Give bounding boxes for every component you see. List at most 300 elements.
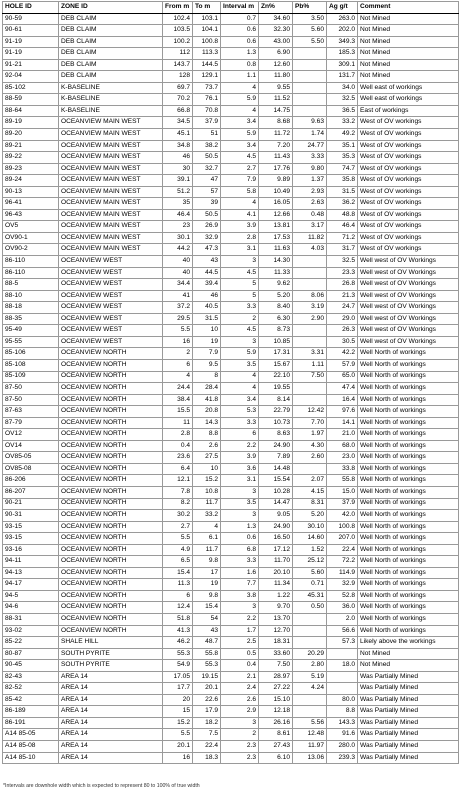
from-m-cell: 100.2 [163,36,193,48]
zone-id-cell: OCEANVIEW NORTH [59,475,163,487]
from-m-cell: 34.5 [163,117,193,129]
from-m-cell: 0.4 [163,440,193,452]
table-row [3,544,459,556]
from-m-cell: 15.5 [163,406,193,418]
interval-m-cell: 3 [221,336,259,348]
pb-cell: 2.90 [293,313,327,325]
ag-cell: 72.2 [327,556,358,568]
zone-id-cell: OCEANVIEW NORTH [59,579,163,591]
pb-cell: 9.80 [293,163,327,175]
from-m-cell: 39.1 [163,175,193,187]
ag-cell: 31.5 [327,186,358,198]
zn-cell: 9.70 [259,602,293,614]
zn-cell: 15.54 [259,475,293,487]
comment-cell: Not Mined [358,25,459,37]
zn-cell: 11.70 [259,556,293,568]
ag-cell [327,683,358,695]
hole-id-cell: 89-21 [3,140,59,152]
ag-cell [327,648,358,660]
zn-cell: 12.60 [259,59,293,71]
zn-cell: 11.33 [259,267,293,279]
from-m-cell: 102.4 [163,13,193,25]
zone-id-cell: OCEANVIEW MAIN WEST [59,140,163,152]
zone-id-cell: OCEANVIEW MAIN WEST [59,129,163,141]
table-row [3,510,459,522]
zone-id-cell: OCEANVIEW NORTH [59,590,163,602]
interval-m-cell: 5.9 [221,94,259,106]
zn-cell: 17.53 [259,232,293,244]
from-m-cell: 6.4 [163,463,193,475]
from-m-cell: 5.5 [163,533,193,545]
zn-cell: 20.10 [259,567,293,579]
comment-cell: West of OV workings [358,186,459,198]
zn-cell: 8.40 [259,302,293,314]
zn-cell: 16.50 [259,533,293,545]
interval-m-cell: 5 [221,290,259,302]
ag-cell: 49.2 [327,129,358,141]
from-m-cell: 11.3 [163,579,193,591]
comment-cell: Well North of workings [358,533,459,545]
hole-id-cell: OV90-1 [3,232,59,244]
hole-id-cell: 88-59 [3,94,59,106]
hole-id-cell: 93-16 [3,544,59,556]
hole-id-cell: 93-15 [3,521,59,533]
zn-cell: 6.10 [259,752,293,764]
interval-m-cell: 7.7 [221,579,259,591]
to-m-cell: 19.15 [193,671,221,683]
from-m-cell: 55.3 [163,648,193,660]
zone-id-cell: OCEANVIEW NORTH [59,348,163,360]
ag-cell: 263.0 [327,13,358,25]
ag-cell: 202.0 [327,25,358,37]
table-row [3,117,459,129]
to-m-cell: 47 [193,175,221,187]
pb-cell: 4.15 [293,486,327,498]
from-m-cell: 6 [163,590,193,602]
table-row [3,406,459,418]
interval-m-cell: 4 [221,371,259,383]
ag-cell: 207.0 [327,533,358,545]
table-row [3,129,459,141]
to-m-cell: 43 [193,625,221,637]
to-m-cell: 55.3 [193,660,221,672]
table-row [3,475,459,487]
interval-m-cell: 3.3 [221,417,259,429]
comment-cell: Well North of workings [358,613,459,625]
table-row [3,25,459,37]
hole-id-cell: A14 85-10 [3,752,59,764]
ag-cell: 47.4 [327,383,358,395]
zn-cell: 15.67 [259,359,293,371]
zone-id-cell: AREA 14 [59,694,163,706]
zone-id-cell: OCEANVIEW WEST [59,313,163,325]
comment-cell: Well west of OV Workings [358,279,459,291]
zn-cell: 10.49 [259,186,293,198]
pb-cell [293,59,327,71]
zone-id-cell: OCEANVIEW NORTH [59,359,163,371]
comment-cell: Was Partially Mined [358,694,459,706]
from-m-cell: 8.2 [163,498,193,510]
from-m-cell: 38.4 [163,394,193,406]
zn-cell: 10.28 [259,486,293,498]
pb-cell: 1.97 [293,429,327,441]
table-row [3,279,459,291]
pb-cell: 11.82 [293,232,327,244]
hole-id-cell: 85-22 [3,637,59,649]
from-m-cell: 44.2 [163,244,193,256]
interval-m-cell: 2.2 [221,440,259,452]
interval-m-cell: 3 [221,256,259,268]
ag-cell: 309.1 [327,59,358,71]
zn-cell: 11.63 [259,244,293,256]
pb-cell [293,394,327,406]
pb-cell: 0.48 [293,209,327,221]
comment-cell: Well North of workings [358,625,459,637]
hole-id-cell: 89-20 [3,129,59,141]
interval-m-header: Interval m [221,2,259,14]
ag-cell: 26.3 [327,325,358,337]
interval-m-cell: 2.9 [221,706,259,718]
from-m-cell: 17.7 [163,683,193,695]
hole-id-cell: OV12 [3,429,59,441]
zone-id-cell: K-BASELINE [59,105,163,117]
hole-id-cell: 89-24 [3,175,59,187]
interval-m-cell: 5.3 [221,406,259,418]
pb-cell [293,694,327,706]
ag-cell: 65.0 [327,371,358,383]
to-m-cell: 15.2 [193,475,221,487]
interval-m-cell: 2.5 [221,637,259,649]
interval-m-cell: 5.9 [221,129,259,141]
pb-cell: 3.19 [293,302,327,314]
pb-cell [293,613,327,625]
comment-cell: Not Mined [358,36,459,48]
ag-cell: 36.5 [327,105,358,117]
zn-cell: 11.80 [259,71,293,83]
from-m-cell: 24.4 [163,383,193,395]
zn-cell: 22.79 [259,406,293,418]
zn-cell: 10.85 [259,336,293,348]
zone-id-cell: DEB CLAIM [59,71,163,83]
to-m-cell: 11.7 [193,544,221,556]
zn-cell: 14.47 [259,498,293,510]
drill-results-table [2,1,459,764]
pb-cell: 7.50 [293,371,327,383]
table-row [3,498,459,510]
to-m-cell: 144.5 [193,59,221,71]
comment-cell: Likely above the workings [358,637,459,649]
zone-id-cell: OCEANVIEW NORTH [59,394,163,406]
zn-cell: 8.63 [259,429,293,441]
interval-m-cell: 0.8 [221,59,259,71]
from-m-cell: 51.2 [163,186,193,198]
from-m-cell: 46.2 [163,637,193,649]
to-m-cell: 17.9 [193,706,221,718]
from-m-cell: 2 [163,348,193,360]
interval-m-cell: 0.7 [221,13,259,25]
pb-cell: 5.20 [293,510,327,522]
hole-id-cell: 94-13 [3,567,59,579]
zn-cell: 9.55 [259,82,293,94]
ag-cell: 239.3 [327,752,358,764]
from-m-cell: 2.7 [163,521,193,533]
pb-cell: 3.50 [293,13,327,25]
pb-cell [293,71,327,83]
to-m-cell: 113.3 [193,48,221,60]
comment-cell: Well North of workings [358,510,459,522]
ag-cell: 24.7 [327,302,358,314]
zn-cell: 18.31 [259,637,293,649]
to-m-cell: 9.8 [193,556,221,568]
table-row [3,741,459,753]
from-m-cell: 11 [163,417,193,429]
header-row [3,2,459,14]
table-row [3,440,459,452]
to-m-cell: 104.1 [193,25,221,37]
pb-cell: 2.63 [293,198,327,210]
comment-cell: Well North of workings [358,348,459,360]
hole-id-cell: 82-43 [3,671,59,683]
hole-id-cell: 82-52 [3,683,59,695]
hole-id-cell: 86-189 [3,706,59,718]
zone-id-cell: OCEANVIEW WEST [59,325,163,337]
ag-cell: 21.3 [327,290,358,302]
table-row [3,694,459,706]
interval-m-cell: 4.5 [221,267,259,279]
zone-id-cell: OCEANVIEW MAIN WEST [59,186,163,198]
zn-cell: 8.61 [259,729,293,741]
zone-id-cell: DEB CLAIM [59,36,163,48]
pb-cell: 45.31 [293,590,327,602]
zone-id-cell: AREA 14 [59,671,163,683]
from-m-cell: 6 [163,359,193,371]
hole-id-cell: 88-5 [3,279,59,291]
table-row [3,613,459,625]
comment-cell: Well North of workings [358,406,459,418]
zone-id-cell: DEB CLAIM [59,25,163,37]
zone-id-cell: OCEANVIEW NORTH [59,533,163,545]
comment-cell: Was Partially Mined [358,752,459,764]
zone-id-cell: K-BASELINE [59,82,163,94]
table-row [3,325,459,337]
comment-cell: Well east of workings [358,82,459,94]
pb-cell: 0.71 [293,579,327,591]
from-m-cell: 30 [163,163,193,175]
zone-id-cell: OCEANVIEW WEST [59,302,163,314]
from-m-cell: 66.8 [163,105,193,117]
interval-m-cell: 3.3 [221,556,259,568]
zn-cell: 7.20 [259,140,293,152]
zone-id-cell: OCEANVIEW MAIN WEST [59,232,163,244]
comment-cell: Not Mined [358,660,459,672]
to-m-cell: 50.5 [193,209,221,221]
from-m-cell: 20.1 [163,741,193,753]
ag-cell: 46.4 [327,221,358,233]
table-row [3,152,459,164]
zone-id-header: ZONE ID [59,2,163,14]
zn-cell: 14.30 [259,256,293,268]
pb-cell: 2.93 [293,186,327,198]
comment-cell: Well west of OV Workings [358,290,459,302]
table-row [3,48,459,60]
to-m-cell: 54 [193,613,221,625]
interval-m-cell: 1.3 [221,48,259,60]
table-row [3,567,459,579]
pb-cell [293,336,327,348]
hole-id-cell: 88-10 [3,290,59,302]
hole-id-cell: 96-41 [3,198,59,210]
hole-id-cell: 86-191 [3,717,59,729]
zn-cell: 9.62 [259,279,293,291]
ag-cell: 48.8 [327,209,358,221]
ag-cell: 280.0 [327,741,358,753]
interval-m-cell: 6.8 [221,544,259,556]
table-row [3,602,459,614]
pb-cell: 4.24 [293,683,327,695]
pb-cell: 3.17 [293,221,327,233]
hole-id-cell: 89-23 [3,163,59,175]
comment-cell: West of OV workings [358,129,459,141]
comment-cell: Not Mined [358,71,459,83]
ag-cell: 36.0 [327,602,358,614]
ag-cell: 57.3 [327,637,358,649]
hole-id-cell: 87-50 [3,394,59,406]
interval-m-cell: 0.5 [221,648,259,660]
table-row [3,313,459,325]
ag-cell: 91.6 [327,729,358,741]
interval-m-cell: 0.6 [221,533,259,545]
hole-id-cell: 95-49 [3,325,59,337]
hole-id-cell: 90-21 [3,498,59,510]
zone-id-cell: SHALE HILL [59,637,163,649]
zone-id-cell: OCEANVIEW NORTH [59,371,163,383]
interval-m-cell: 2.1 [221,671,259,683]
to-m-cell: 22.6 [193,694,221,706]
table-row [3,579,459,591]
from-m-cell: 34.8 [163,140,193,152]
zone-id-cell: OCEANVIEW MAIN WEST [59,221,163,233]
table-row [3,267,459,279]
to-m-cell: 38.2 [193,140,221,152]
interval-m-cell: 5.9 [221,348,259,360]
from-m-cell: 54.9 [163,660,193,672]
table-body [3,13,459,764]
zn-cell: 12.66 [259,209,293,221]
table-row [3,256,459,268]
from-m-cell: 46 [163,152,193,164]
zn-cell: 14.75 [259,105,293,117]
interval-m-cell: 3 [221,486,259,498]
interval-m-cell: 3.5 [221,359,259,371]
to-m-cell: 9.5 [193,359,221,371]
hole-id-cell: 94-5 [3,590,59,602]
ag-cell: 31.7 [327,244,358,256]
hole-id-cell: OV5 [3,221,59,233]
interval-m-cell: 3.9 [221,452,259,464]
pb-cell [293,267,327,279]
ag-cell: 97.6 [327,406,358,418]
ag-cell: 22.4 [327,544,358,556]
ag-cell: 36.2 [327,198,358,210]
comment-cell: Well North of workings [358,590,459,602]
from-m-cell: 41 [163,290,193,302]
table-row [3,729,459,741]
hole-id-cell: 88-31 [3,613,59,625]
zn-cell: 24.90 [259,521,293,533]
pb-cell [293,256,327,268]
comment-cell: West of OV workings [358,198,459,210]
from-m-header: From m [163,2,193,14]
from-m-cell: 112 [163,48,193,60]
to-m-cell: 73.7 [193,82,221,94]
zone-id-cell: OCEANVIEW WEST [59,279,163,291]
zn-cell: 32.30 [259,25,293,37]
ag-cell: 18.0 [327,660,358,672]
zn-cell: 24.90 [259,440,293,452]
interval-m-cell: 4 [221,82,259,94]
table-row [3,221,459,233]
comment-cell: Not Mined [358,59,459,71]
pb-cell: 1.11 [293,359,327,371]
pb-cell: 24.77 [293,140,327,152]
zn-cell: 17.76 [259,163,293,175]
pb-cell: 20.29 [293,648,327,660]
zn-cell: 11.72 [259,129,293,141]
hole-id-cell: 91-19 [3,48,59,60]
hole-id-cell: 90-45 [3,660,59,672]
interval-m-cell: 3 [221,510,259,522]
zone-id-cell: AREA 14 [59,706,163,718]
to-m-cell: 7.5 [193,729,221,741]
interval-m-cell: 2.8 [221,232,259,244]
zn-cell: 9.05 [259,510,293,522]
ag-cell: 42.2 [327,348,358,360]
footnote: *Intervals are downhole width which is expected to represent 80 to 100% of true width [3,783,200,789]
comment-cell: Was Partially Mined [358,717,459,729]
ag-cell: 32.9 [327,579,358,591]
zone-id-cell: DEB CLAIM [59,48,163,60]
hole-id-cell: 85-102 [3,82,59,94]
zn-cell: 9.89 [259,175,293,187]
ag-cell: 29.0 [327,313,358,325]
table-row [3,232,459,244]
table-row [3,198,459,210]
ag-cell: 23.0 [327,452,358,464]
hole-id-cell: 90-61 [3,25,59,37]
table-row [3,140,459,152]
comment-cell: Well east of workings [358,94,459,106]
hole-id-cell: 91-19 [3,36,59,48]
table-row [3,71,459,83]
comment-cell: Well North of workings [358,429,459,441]
comment-cell: Was Partially Mined [358,706,459,718]
ag-cell: 71.2 [327,232,358,244]
comment-cell: West of OV workings [358,140,459,152]
interval-m-cell: 3.8 [221,590,259,602]
table-row [3,302,459,314]
zn-cell: 7.89 [259,452,293,464]
interval-m-cell: 7.9 [221,175,259,187]
comment-cell: Well west of OV Workings [358,325,459,337]
zn-cell: 11.34 [259,579,293,591]
ag-cell: 349.3 [327,36,358,48]
hole-id-cell: 86-110 [3,256,59,268]
to-m-cell: 28.4 [193,383,221,395]
to-m-cell: 10 [193,463,221,475]
zone-id-cell: OCEANVIEW NORTH [59,463,163,475]
from-m-cell: 5.5 [163,729,193,741]
to-m-cell: 8.8 [193,429,221,441]
